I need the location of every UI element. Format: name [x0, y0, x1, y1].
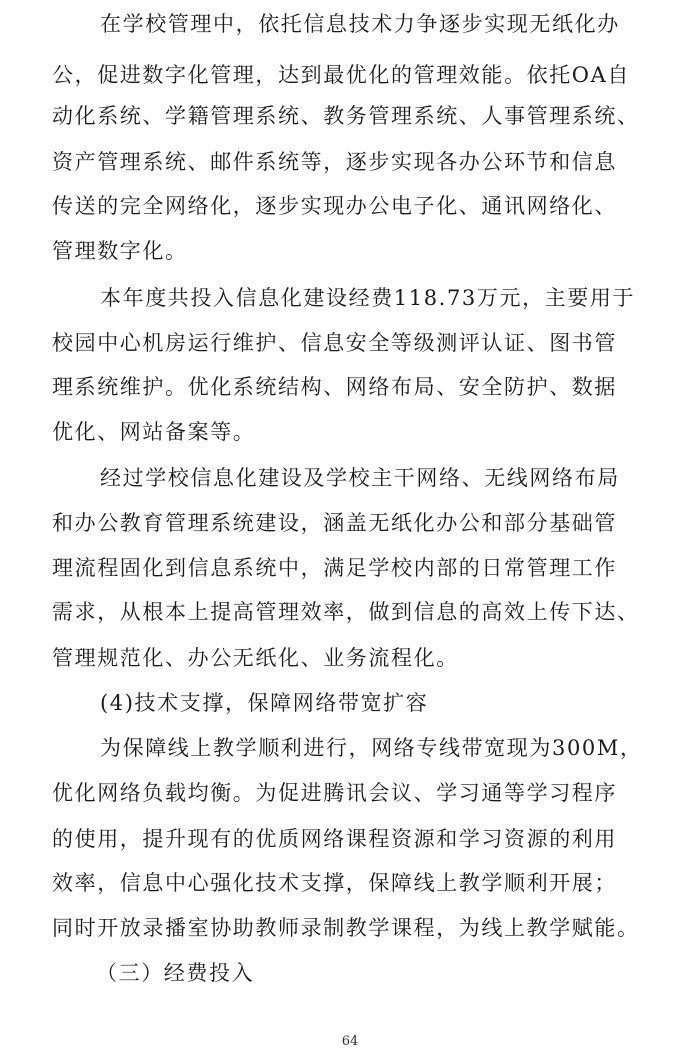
paragraph-1-line-3: 动化系统、学籍管理系统、教务管理系统、人事管理系统、 [52, 104, 640, 128]
section-heading-4: (4)技术支撑，保障网络带宽扩容 [100, 691, 429, 715]
paragraph-5-line-5: 同时开放录播室协助教师录制教学课程，为线上教学赋能。 [52, 916, 640, 940]
paragraph-2-line-4: 优化、网站备案等。 [52, 420, 256, 444]
paragraph-2-line-1: 本年度共投入信息化建设经费118.73万元，主要用于 [100, 286, 636, 310]
paragraph-3-line-5: 管理规范化、办公无纸化、业务流程化。 [52, 646, 459, 670]
paragraph-5-line-3: 的使用，提升现有的优质网络课程资源和学习资源的利用 [52, 827, 617, 851]
paragraph-2-line-3: 理系统维护。优化系统结构、网络布局、安全防护、数据 [52, 375, 617, 399]
paragraph-5-line-2: 优化网络负载均衡。为促进腾讯会议、学习通等学习程序 [52, 781, 617, 805]
paragraph-5-line-1: 为保障线上教学顺利进行，网络专线带宽现为300M， [100, 736, 643, 760]
paragraph-3-line-3: 理流程固化到信息系统中，满足学校内部的日常管理工作 [52, 556, 617, 580]
paragraph-1-line-4: 资产管理系统、邮件系统等，逐步实现各办公环节和信息 [52, 150, 617, 174]
paragraph-1-line-1: 在学校管理中，依托信息技术力争逐步实现无纸化办 [100, 12, 620, 36]
paragraph-1-line-6: 管理数字化。 [52, 239, 188, 263]
paragraph-3-line-2: 和办公教育管理系统建设，涵盖无纸化办公和部分基础管 [52, 511, 617, 535]
paragraph-2-line-2: 校园中心机房运行维护、信息安全等级测评认证、图书管 [52, 331, 617, 355]
paragraph-3-line-1: 经过学校信息化建设及学校主干网络、无线网络布局 [100, 466, 620, 490]
paragraph-1-line-2: 公，促进数字化管理，达到最优化的管理效能。依托OA自 [52, 63, 630, 87]
section-heading-3: （三）经费投入 [96, 961, 255, 985]
paragraph-3-line-4: 需求，从根本上提高管理效率，做到信息的高效上传下达、 [52, 600, 640, 624]
page-number: 64 [341, 1034, 359, 1049]
paragraph-1-line-5: 传送的完全网络化，逐步实现办公电子化、通讯网络化、 [52, 194, 617, 218]
paragraph-5-line-4: 效率，信息中心强化技术支撑，保障线上教学顺利开展； [52, 871, 617, 895]
